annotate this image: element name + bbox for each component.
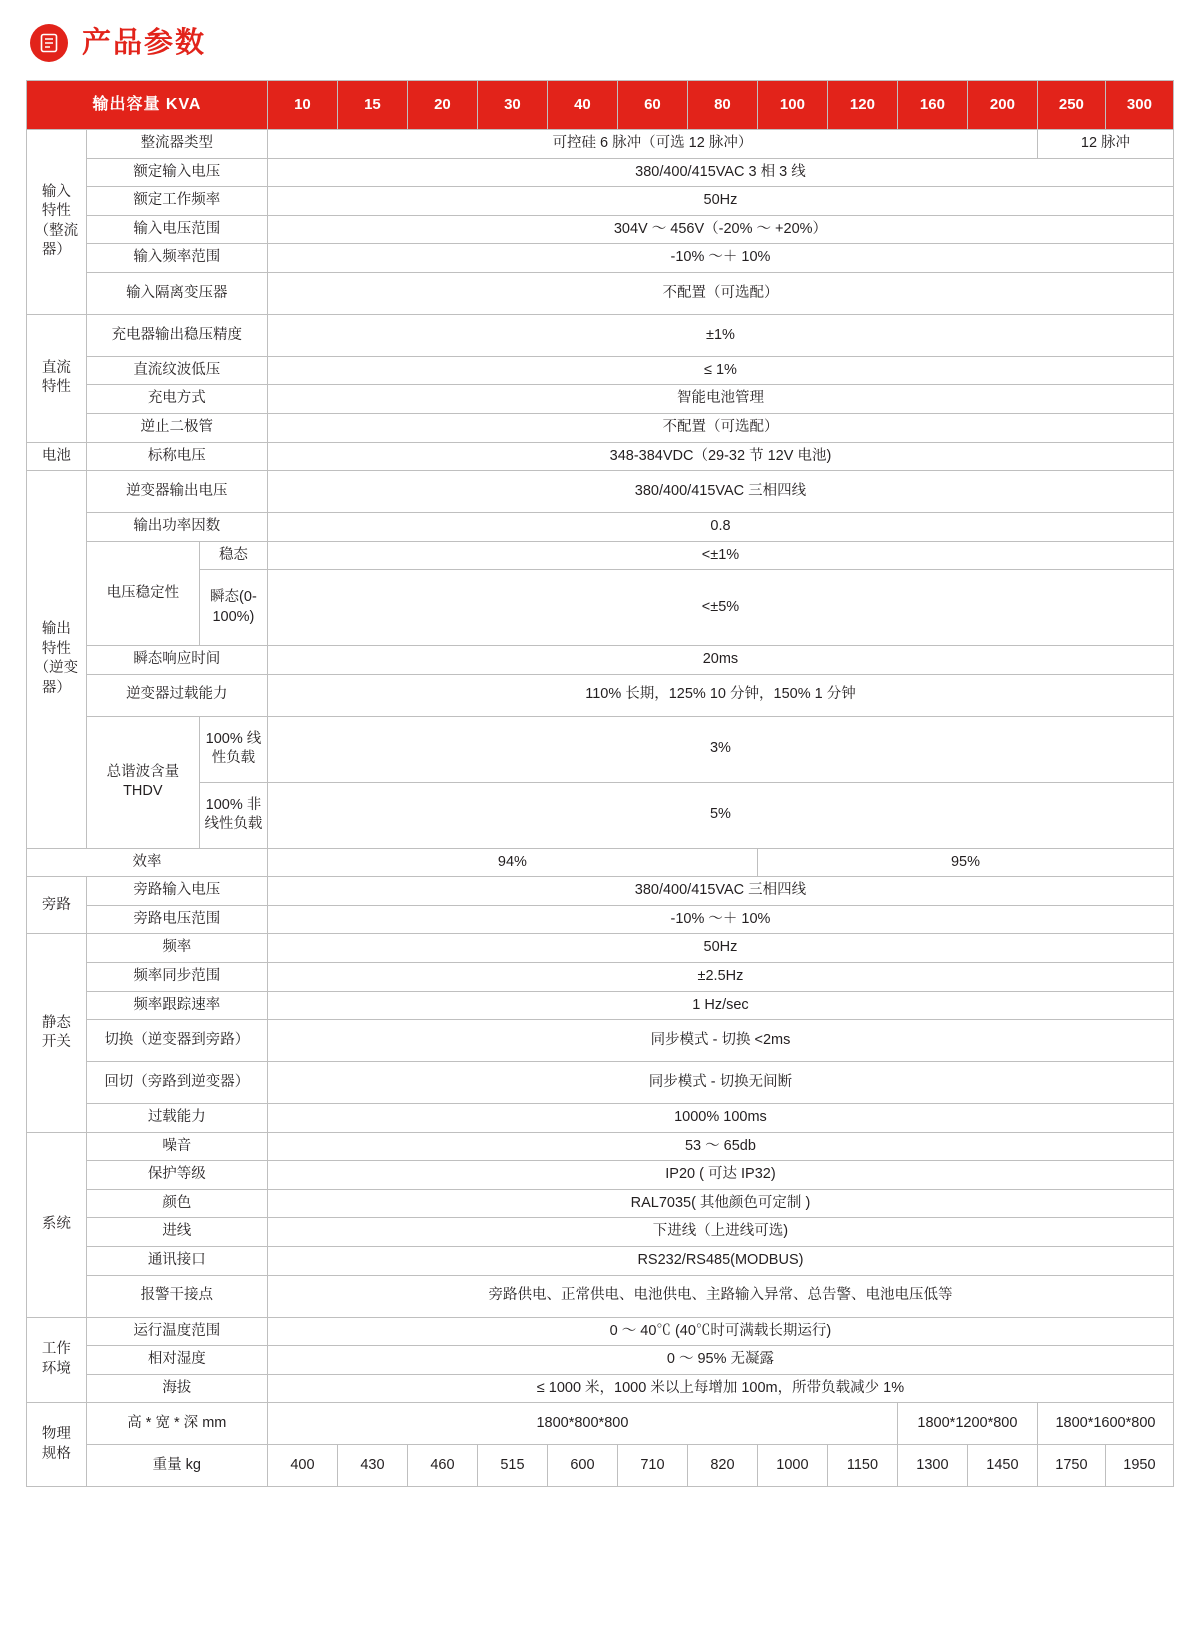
row-label-rectifier-type: 整流器类型 — [86, 130, 267, 159]
row-value-weight-100: 1000 — [757, 1445, 827, 1487]
table-row — [27, 716, 1174, 782]
row-value-noise: 53 ～ 65db — [267, 1132, 1173, 1161]
row-label-input-isolation: 输入隔离变压器 — [86, 272, 267, 314]
row-value-ss-sync-range: ±2.5Hz — [267, 963, 1173, 992]
table-row — [27, 934, 1174, 963]
table-row — [27, 1218, 1174, 1247]
page-title: 产品参数 — [82, 26, 207, 59]
row-label-output-pf: 输出功率因数 — [86, 513, 267, 542]
row-value-thdv-linear: 3% — [267, 716, 1173, 782]
row-label-transient-response: 瞬态响应时间 — [86, 646, 267, 675]
table-row — [27, 1189, 1174, 1218]
row-label-input-freq-range: 输入频率范围 — [86, 244, 267, 273]
row-label-nominal-voltage: 标称电压 — [86, 442, 267, 471]
row-value-steady: <±1% — [267, 541, 1173, 570]
group-output-line-1: 输出 — [41, 621, 71, 638]
group-bypass: 旁路 — [27, 877, 87, 934]
header-capacity-60: 60 — [617, 81, 687, 130]
group-environment-line-1: 工作 — [41, 1341, 71, 1358]
table-row — [27, 1445, 1174, 1487]
row-value-ss-track-rate: 1 Hz/sec — [267, 991, 1173, 1020]
table-row — [27, 187, 1174, 216]
row-label-efficiency: 效率 — [27, 848, 268, 877]
group-static-line-2: 开关 — [41, 1034, 71, 1051]
group-dc — [27, 314, 87, 442]
table-row — [27, 877, 1174, 906]
row-label-noise: 噪音 — [86, 1132, 267, 1161]
row-value-nominal-voltage: 348-384VDC（29-32 节 12V 电池) — [267, 442, 1173, 471]
page-header — [30, 24, 1174, 62]
row-value-weight-120: 1150 — [827, 1445, 897, 1487]
row-value-ss-retransfer: 同步模式 - 切换无间断 — [267, 1062, 1173, 1104]
row-value-altitude: ≤ 1000 米，1000 米以上每增加 100m，所带负载减少 1% — [267, 1374, 1173, 1403]
group-system: 系统 — [27, 1132, 87, 1317]
row-label-charge-mode: 充电方式 — [86, 385, 267, 414]
table-row — [27, 215, 1174, 244]
table-row — [27, 1062, 1174, 1104]
table-row — [27, 674, 1174, 716]
row-value-dry-contact: 旁路供电、正常供电、电池供电、主路输入异常、总告警、电池电压低等 — [267, 1275, 1173, 1317]
row-value-weight-10: 400 — [267, 1445, 337, 1487]
row-value-cable-entry: 下进线（上进线可选) — [267, 1218, 1173, 1247]
row-sublabel-linear-load: 100% 线性负载 — [199, 716, 267, 782]
row-value-dimensions-3: 1800*1600*800 — [1037, 1403, 1173, 1445]
row-value-blocking-diode: 不配置（可选配） — [267, 413, 1173, 442]
row-value-dimensions-1: 1800*800*800 — [267, 1403, 897, 1445]
group-output-line-3: （逆变 — [34, 660, 79, 677]
group-environment-line-2: 环境 — [41, 1360, 71, 1377]
row-value-dc-ripple: ≤ 1% — [267, 356, 1173, 385]
row-label-dimensions: 高 * 宽 * 深 mm — [86, 1403, 267, 1445]
row-value-dimensions-2: 1800*1200*800 — [897, 1403, 1037, 1445]
table-row — [27, 1275, 1174, 1317]
group-physical-line-2: 规格 — [41, 1445, 71, 1462]
row-value-comm: RS232/RS485(MODBUS) — [267, 1246, 1173, 1275]
header-capacity-10: 10 — [267, 81, 337, 130]
row-label-thdv-text: 总谐波含量 THDV — [106, 763, 180, 800]
row-label-rated-input-voltage: 额定输入电压 — [86, 158, 267, 187]
row-value-efficiency-2: 95% — [757, 848, 1173, 877]
group-input-line-3: （整流 — [34, 222, 79, 239]
group-output-line-2: 特性 — [41, 640, 71, 657]
row-label-inverter-overload: 逆变器过载能力 — [86, 674, 267, 716]
header-capacity-30: 30 — [477, 81, 547, 130]
row-label-cable-entry: 进线 — [86, 1218, 267, 1247]
row-value-weight-20: 460 — [407, 1445, 477, 1487]
group-input-line-4: 器） — [41, 242, 71, 259]
group-static-switch — [27, 934, 87, 1132]
table-row — [27, 356, 1174, 385]
group-input-line-1: 输入 — [41, 183, 71, 200]
table-row — [27, 1317, 1174, 1346]
row-value-inverter-output-voltage: 380/400/415VAC 三相四线 — [267, 471, 1173, 513]
row-sublabel-nonlinear-load: 100% 非线性负载 — [199, 782, 267, 848]
table-row — [27, 782, 1174, 848]
group-output-line-4: 器） — [41, 679, 71, 696]
group-environment — [27, 1317, 87, 1403]
row-value-weight-200: 1450 — [967, 1445, 1037, 1487]
row-value-transient: <±5% — [267, 570, 1173, 646]
header-capacity-15: 15 — [337, 81, 407, 130]
row-value-bypass-input-voltage: 380/400/415VAC 三相四线 — [267, 877, 1173, 906]
row-value-input-isolation: 不配置（可选配） — [267, 272, 1173, 314]
table-row — [27, 158, 1174, 187]
header-capacity-40: 40 — [547, 81, 617, 130]
table-row — [27, 570, 1174, 646]
row-value-inverter-overload: 110% 长期，125% 10 分钟，150% 1 分钟 — [267, 674, 1173, 716]
row-label-charger-accuracy: 充电器输出稳压精度 — [86, 314, 267, 356]
row-value-weight-80: 820 — [687, 1445, 757, 1487]
group-dc-line-1: 直流 — [41, 359, 71, 376]
row-value-transient-response: 20ms — [267, 646, 1173, 675]
row-label-altitude: 海拔 — [86, 1374, 267, 1403]
group-physical — [27, 1403, 87, 1487]
table-row — [27, 413, 1174, 442]
table-row — [27, 471, 1174, 513]
row-value-input-voltage-range: 304V ～ 456V（-20% ～ +20%） — [267, 215, 1173, 244]
table-row — [27, 1374, 1174, 1403]
table-row — [27, 314, 1174, 356]
row-value-rectifier-type-2: 12 脉冲 — [1037, 130, 1173, 159]
group-input — [27, 130, 87, 315]
row-label-blocking-diode: 逆止二极管 — [86, 413, 267, 442]
specification-table — [26, 80, 1174, 1487]
table-row — [27, 1403, 1174, 1445]
row-value-ss-overload: 1000% 100ms — [267, 1104, 1173, 1133]
header-capacity-label: 输出容量 KVA — [27, 81, 268, 130]
row-value-weight-15: 430 — [337, 1445, 407, 1487]
table-row — [27, 541, 1174, 570]
table-row — [27, 905, 1174, 934]
row-label-thdv — [86, 716, 199, 848]
table-row — [27, 1346, 1174, 1375]
table-row — [27, 1246, 1174, 1275]
row-label-dc-ripple: 直流纹波低压 — [86, 356, 267, 385]
row-value-temp-range: 0 ～ 40℃ (40℃时可满载长期运行) — [267, 1317, 1173, 1346]
header-capacity-120: 120 — [827, 81, 897, 130]
table-row — [27, 1104, 1174, 1133]
table-row — [27, 991, 1174, 1020]
row-label-ss-sync-range: 频率同步范围 — [86, 963, 267, 992]
row-value-protection: IP20 ( 可达 IP32) — [267, 1161, 1173, 1190]
table-row — [27, 1132, 1174, 1161]
row-value-weight-300: 1950 — [1105, 1445, 1173, 1487]
row-value-rated-input-voltage: 380/400/415VAC 3 相 3 线 — [267, 158, 1173, 187]
row-label-ss-retransfer: 回切（旁路到逆变器） — [86, 1062, 267, 1104]
row-value-thdv-nonlinear: 5% — [267, 782, 1173, 848]
group-output — [27, 471, 87, 849]
row-value-ss-transfer: 同步模式 - 切换 <2ms — [267, 1020, 1173, 1062]
row-value-rectifier-type: 可控硅 6 脉冲（可选 12 脉冲） — [267, 130, 1037, 159]
header-capacity-300: 300 — [1105, 81, 1173, 130]
row-value-rated-freq: 50Hz — [267, 187, 1173, 216]
row-value-bypass-voltage-range: -10% ～＋ 10% — [267, 905, 1173, 934]
row-value-efficiency-1: 94% — [267, 848, 757, 877]
table-row — [27, 130, 1174, 159]
table-row — [27, 646, 1174, 675]
row-label-dry-contact: 报警干接点 — [86, 1275, 267, 1317]
row-label-voltage-stability: 电压稳定性 — [86, 541, 199, 646]
header-capacity-160: 160 — [897, 81, 967, 130]
table-row — [27, 272, 1174, 314]
header-capacity-200: 200 — [967, 81, 1037, 130]
table-row — [27, 385, 1174, 414]
group-physical-line-1: 物理 — [41, 1426, 71, 1443]
row-label-color: 颜色 — [86, 1189, 267, 1218]
row-label-ss-overload: 过载能力 — [86, 1104, 267, 1133]
row-label-bypass-input-voltage: 旁路输入电压 — [86, 877, 267, 906]
row-label-bypass-voltage-range: 旁路电压范围 — [86, 905, 267, 934]
table-header-row — [27, 81, 1174, 130]
row-value-color: RAL7035( 其他颜色可定制 ) — [267, 1189, 1173, 1218]
table-row — [27, 848, 1174, 877]
row-label-comm: 通讯接口 — [86, 1246, 267, 1275]
row-sublabel-transient: 瞬态(0-100%) — [199, 570, 267, 646]
row-value-input-freq-range: -10% ～＋ 10% — [267, 244, 1173, 273]
row-label-ss-transfer: 切换（逆变器到旁路） — [86, 1020, 267, 1062]
row-label-inverter-output-voltage: 逆变器输出电压 — [86, 471, 267, 513]
row-label-protection: 保护等级 — [86, 1161, 267, 1190]
table-row — [27, 963, 1174, 992]
row-sublabel-steady: 稳态 — [199, 541, 267, 570]
group-input-line-2: 特性 — [41, 203, 71, 220]
header-capacity-250: 250 — [1037, 81, 1105, 130]
row-value-weight-30: 515 — [477, 1445, 547, 1487]
header-capacity-20: 20 — [407, 81, 477, 130]
table-row — [27, 513, 1174, 542]
table-row — [27, 244, 1174, 273]
table-row — [27, 1020, 1174, 1062]
table-row — [27, 1161, 1174, 1190]
row-value-ss-freq: 50Hz — [267, 934, 1173, 963]
row-value-charge-mode: 智能电池管理 — [267, 385, 1173, 414]
row-label-temp-range: 运行温度范围 — [86, 1317, 267, 1346]
row-value-weight-250: 1750 — [1037, 1445, 1105, 1487]
row-label-ss-track-rate: 频率跟踪速率 — [86, 991, 267, 1020]
header-capacity-100: 100 — [757, 81, 827, 130]
row-value-humidity: 0 ～ 95% 无凝露 — [267, 1346, 1173, 1375]
group-battery: 电池 — [27, 442, 87, 471]
header-capacity-80: 80 — [687, 81, 757, 130]
row-value-output-pf: 0.8 — [267, 513, 1173, 542]
row-label-humidity: 相对湿度 — [86, 1346, 267, 1375]
list-document-icon — [30, 24, 68, 62]
row-value-weight-160: 1300 — [897, 1445, 967, 1487]
group-dc-line-2: 特性 — [41, 379, 71, 396]
row-label-weight: 重量 kg — [86, 1445, 267, 1487]
row-label-rated-freq: 额定工作频率 — [86, 187, 267, 216]
row-label-ss-freq: 频率 — [86, 934, 267, 963]
row-value-weight-40: 600 — [547, 1445, 617, 1487]
group-static-line-1: 静态 — [41, 1014, 71, 1031]
row-label-input-voltage-range: 输入电压范围 — [86, 215, 267, 244]
row-value-charger-accuracy: ±1% — [267, 314, 1173, 356]
row-value-weight-60: 710 — [617, 1445, 687, 1487]
table-row — [27, 442, 1174, 471]
